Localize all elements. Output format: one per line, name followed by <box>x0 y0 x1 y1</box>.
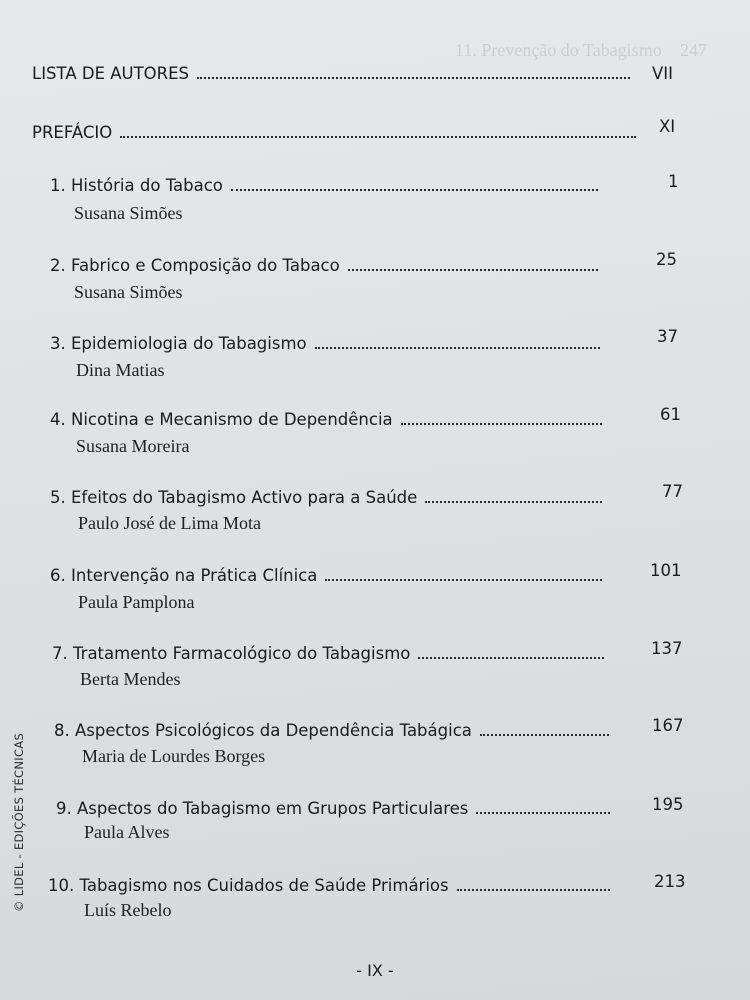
toc-page-number: 213 <box>654 872 686 891</box>
toc-entry-chapter-9[interactable] <box>56 799 620 818</box>
chapter-number: 7. <box>52 644 68 663</box>
chapter-author: Susana Moreira <box>76 436 190 456</box>
toc-entry-preface[interactable] <box>32 123 646 142</box>
dot-leader <box>120 136 636 138</box>
chapter-title: Fabrico e Composição do Tabaco <box>71 256 340 275</box>
chapter-title: Intervenção na Prática Clínica <box>71 566 318 585</box>
chapter-number: 10. <box>48 876 75 895</box>
page-folio: - IX - <box>356 961 394 980</box>
chapter-number: 5. <box>50 488 66 507</box>
toc-page-number: XI <box>659 117 676 136</box>
chapter-number: 3. <box>50 334 66 353</box>
dot-leader <box>401 423 602 425</box>
show-through-header: 11. Prevenção do Tabagismo <box>455 40 662 60</box>
toc-entry-chapter-8[interactable] <box>54 721 619 740</box>
chapter-number: 9. <box>56 799 72 818</box>
toc-page-number: 25 <box>656 250 677 269</box>
chapter-number: 8. <box>54 721 70 740</box>
toc-page-number: 37 <box>657 327 678 346</box>
chapter-author: Luís Rebelo <box>84 900 172 920</box>
toc-page-number: 61 <box>660 405 681 424</box>
chapter-author: Paula Pamplona <box>78 592 195 612</box>
dot-leader <box>425 501 602 503</box>
chapter-title: História do Tabaco <box>71 176 223 195</box>
dot-leader <box>348 269 598 271</box>
dot-leader <box>197 77 630 79</box>
chapter-title: Aspectos do Tabagismo em Grupos Particulares <box>77 799 469 818</box>
chapter-author: Susana Simões <box>74 203 183 223</box>
toc-entry-title: PREFÁCIO <box>32 123 113 142</box>
toc-entry-chapter-5[interactable] <box>50 488 612 507</box>
toc-entry-chapter-2[interactable] <box>50 256 608 275</box>
dot-leader <box>315 347 600 349</box>
toc-entry-chapter-4[interactable] <box>50 410 612 429</box>
toc-entry-chapter-3[interactable] <box>50 334 610 353</box>
chapter-author: Susana Simões <box>74 282 183 302</box>
dot-leader <box>231 189 598 191</box>
toc-page-number: 77 <box>662 482 683 501</box>
toc-entry-chapter-7[interactable] <box>52 644 614 663</box>
toc-page-number: 101 <box>650 561 682 580</box>
chapter-number: 2. <box>50 256 66 275</box>
toc-page-number: 167 <box>652 716 684 735</box>
publisher-copyright: © LIDEL - EDIÇÕES TÉCNICAS <box>12 732 26 912</box>
toc-entry-chapter-6[interactable] <box>50 566 612 585</box>
chapter-author: Berta Mendes <box>80 669 181 689</box>
chapter-title: Epidemiologia do Tabagismo <box>71 334 307 353</box>
chapter-author: Maria de Lourdes Borges <box>82 746 266 766</box>
chapter-author: Dina Matias <box>76 360 165 380</box>
toc-entry-authors-list[interactable] <box>32 64 640 83</box>
toc-page-number: 137 <box>651 639 683 658</box>
chapter-author: Paula Alves <box>84 822 170 842</box>
toc-entry-chapter-1[interactable] <box>50 176 608 195</box>
chapter-title: Nicotina e Mecanismo de Dependência <box>71 410 393 429</box>
toc-page-number: 195 <box>652 795 684 814</box>
toc-page-number: VII <box>652 64 674 83</box>
toc-entry-title: LISTA DE AUTORES <box>32 64 190 83</box>
dot-leader <box>457 889 610 891</box>
toc-page-number: 1 <box>668 172 679 191</box>
chapter-title: Aspectos Psicológicos da Dependência Tabágica <box>75 721 472 740</box>
chapter-title: Tratamento Farmacológico do Tabagismo <box>73 644 411 663</box>
toc-entry-chapter-10[interactable] <box>48 876 620 895</box>
dot-leader <box>325 579 602 581</box>
dot-leader <box>480 734 609 736</box>
show-through-page: 247 <box>680 40 707 60</box>
chapter-number: 6. <box>50 566 66 585</box>
dot-leader <box>418 657 604 659</box>
dot-leader <box>476 812 610 814</box>
chapter-author: Paulo José de Lima Mota <box>78 513 261 533</box>
chapter-number: 4. <box>50 410 66 429</box>
chapter-title: Tabagismo nos Cuidados de Saúde Primários <box>79 876 449 895</box>
chapter-number: 1. <box>50 176 66 195</box>
chapter-title: Efeitos do Tabagismo Activo para a Saúde <box>71 488 418 507</box>
